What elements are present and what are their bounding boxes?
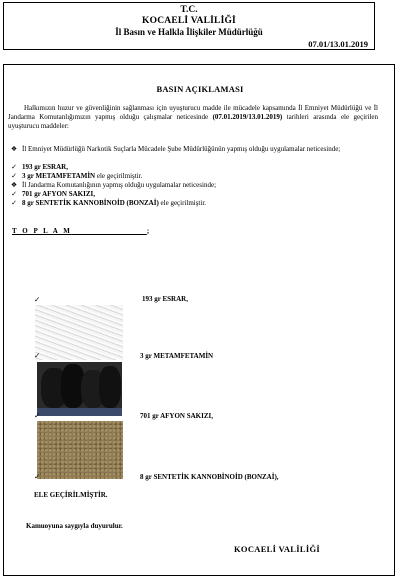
header-tc: T.C. bbox=[180, 5, 198, 15]
diamond-bullet-icon: ❖ bbox=[10, 145, 18, 153]
header-institution: KOCAELİ VALİLİĞİ bbox=[142, 16, 236, 26]
check-bullet-icon: ✓ bbox=[11, 199, 17, 207]
check-icon: ✓ bbox=[34, 472, 41, 481]
list-item-text: İl Jandarma Komutanlığının yapmış olduğu uygulamalar neticesinde; bbox=[22, 181, 217, 189]
closing-text: Kamuoyuna saygıyla duyurulur. bbox=[26, 522, 123, 530]
list-item bbox=[11, 172, 378, 181]
afyon-photo bbox=[37, 421, 123, 479]
header-box bbox=[3, 2, 375, 50]
check-icon: ✓ bbox=[34, 295, 41, 304]
total-blank bbox=[72, 227, 147, 235]
item-label-esrar: 193 gr ESRAR, bbox=[142, 295, 188, 303]
total-line bbox=[12, 227, 151, 235]
esrar-photo bbox=[35, 305, 123, 360]
intro-paragraph bbox=[8, 104, 378, 131]
check-icon: ✓ bbox=[34, 351, 41, 360]
check-bullet-icon: ✓ bbox=[11, 163, 17, 171]
intro-text-start: Halkımızın huzur ve güvenliğinin sağlanması için uyuşturucu madde ile mücadele kapsamında İl Emniyet Müdürlüğü ve İl Jandarma Komutanlığımızın yapmış olduğu çalışmalar neticesinde bbox=[8, 104, 378, 121]
total-label-text: T O P L A M bbox=[12, 227, 72, 235]
intro-date-range: (07.01.2019/13.01.2019) bbox=[212, 113, 283, 121]
list-item bbox=[10, 145, 378, 154]
list-item-bold: 701 gr AFYON SAKIZI, bbox=[22, 190, 95, 198]
header-date-range: 07.01/13.01.2019 bbox=[308, 39, 368, 49]
list-item-bold: 193 gr ESRAR, bbox=[22, 163, 68, 171]
intro-text-end: tarihleri arasında ele geçirilen uyuşturucu maddeler: bbox=[8, 113, 379, 130]
list-item bbox=[11, 163, 378, 172]
total-label bbox=[12, 227, 147, 235]
document-title: BASIN AÇIKLAMASI bbox=[156, 84, 244, 94]
list-item bbox=[11, 190, 378, 199]
check-icon: ✓ bbox=[34, 411, 41, 420]
list-item-text: ele geçirilmiştir. bbox=[95, 172, 143, 180]
item-label-bonzai: 8 gr SENTETİK KANNOBİNOİD (BONZAİ), bbox=[140, 473, 279, 481]
diamond-bullet-icon: ❖ bbox=[10, 181, 18, 189]
check-bullet-icon: ✓ bbox=[11, 172, 17, 180]
item-label-afyon: 701 gr AFYON SAKIZI, bbox=[140, 412, 213, 420]
list-item bbox=[11, 199, 378, 208]
list-item-text: ele geçirilmiştir. bbox=[158, 199, 207, 207]
list-item bbox=[10, 181, 378, 190]
item-label-metamfetamin: 3 gr METAMFETAMİN bbox=[140, 352, 214, 360]
conclusion-text: ELE GEÇİRİLMİŞTİR. bbox=[34, 491, 108, 499]
check-bullet-icon: ✓ bbox=[11, 190, 17, 198]
list-item-bold: 3 gr METAMFETAMİN bbox=[22, 172, 96, 180]
signature: KOCAELİ VALİLİĞİ bbox=[234, 544, 320, 554]
total-suffix: ; bbox=[146, 227, 152, 235]
list-item-text: İl Emniyet Müdürlüğü Narkotik Suçlarla Mücadele Şube Müdürlüğünün yapmış olduğu uygulamalar neticesinde; bbox=[22, 145, 341, 153]
header-department: İl Basın ve Halkla İlişkiler Müdürlüğü bbox=[115, 27, 263, 37]
metamfetamin-photo bbox=[37, 362, 122, 416]
list-item-bold: 8 gr SENTETİK KANNOBİNOİD (BONZAİ) bbox=[22, 199, 159, 207]
